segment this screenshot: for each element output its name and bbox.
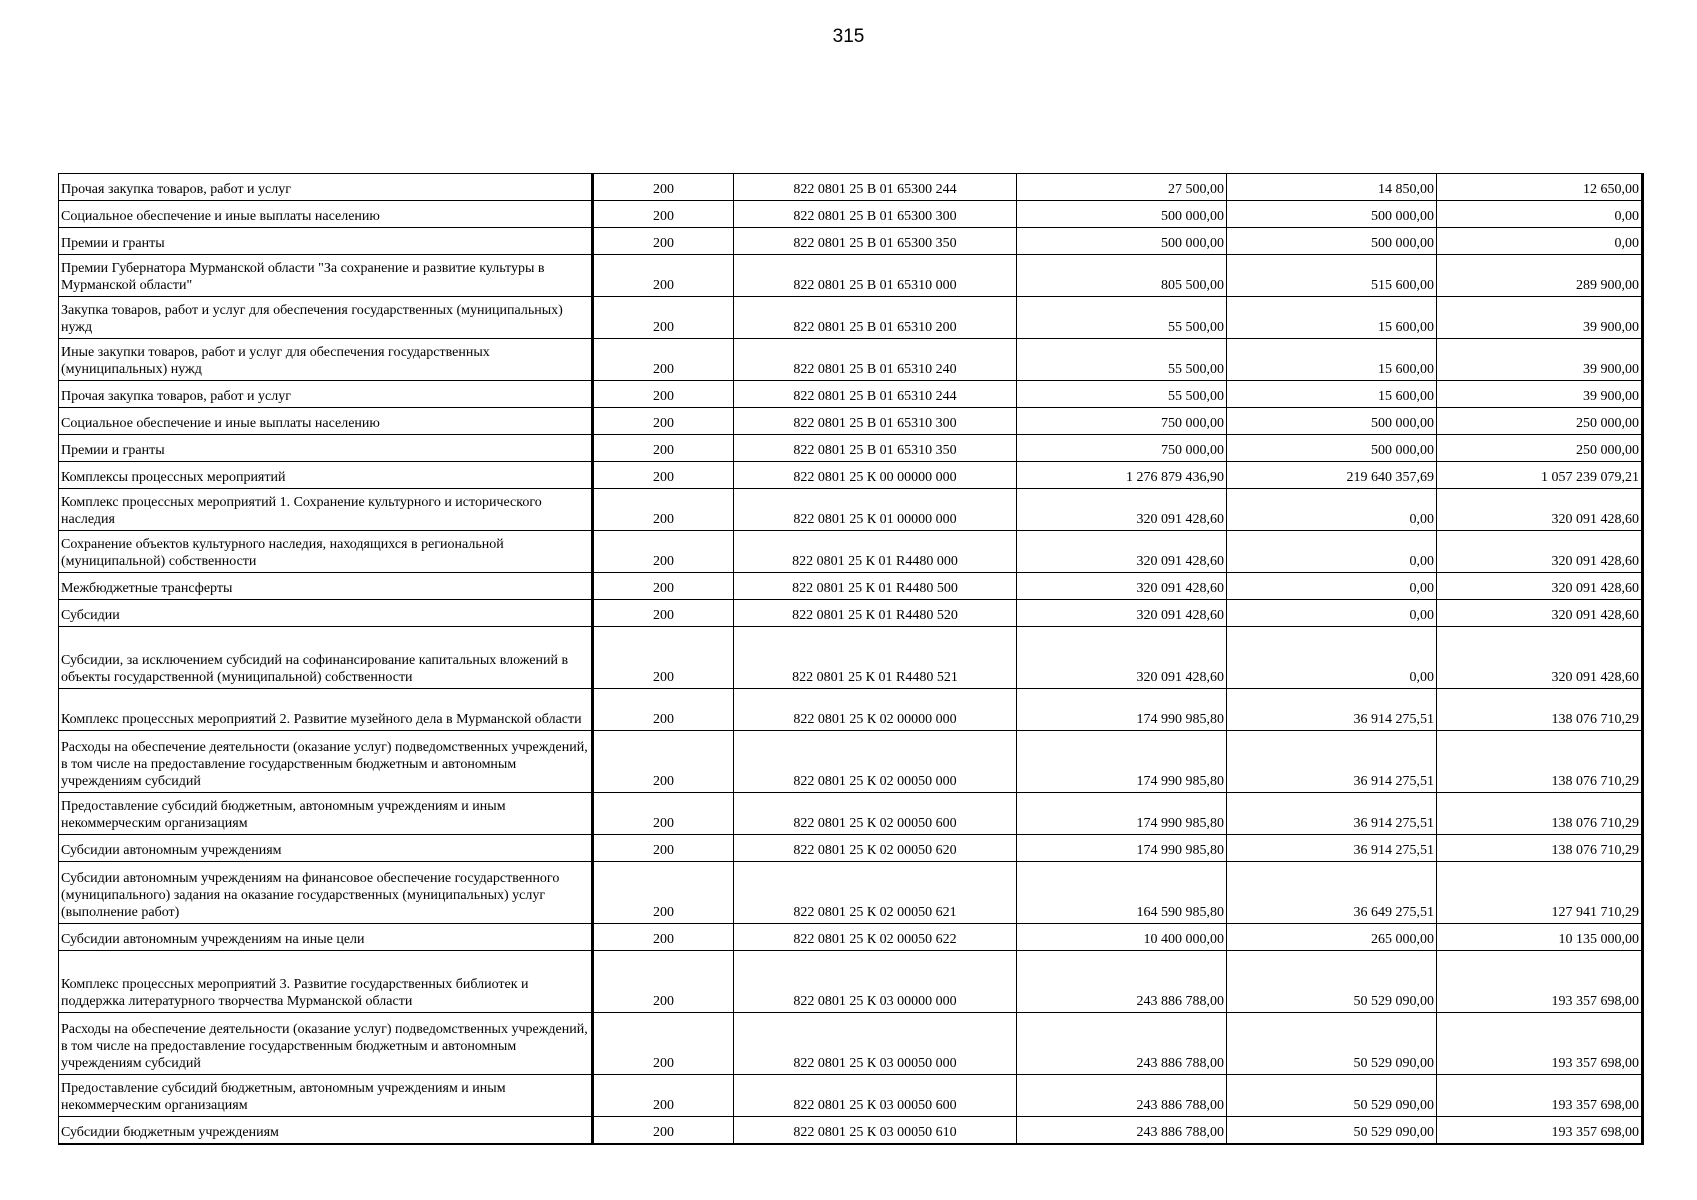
row-budget-code: 822 0801 25 К 03 00050 600 bbox=[734, 1075, 1017, 1117]
row-approved-amount: 164 590 985,80 bbox=[1017, 862, 1227, 924]
row-budget-code: 822 0801 25 В 01 65310 200 bbox=[734, 297, 1017, 339]
row-name: Комплексы процессных мероприятий bbox=[59, 462, 593, 489]
row-executed-amount: 265 000,00 bbox=[1227, 924, 1437, 951]
row-admin-code: 200 bbox=[593, 924, 734, 951]
row-name: Субсидии, за исключением субсидий на софинансирование капитальных вложений в объекты государственной (муниципальной) собственности bbox=[59, 627, 593, 689]
table-row bbox=[59, 689, 1643, 731]
row-approved-amount: 243 886 788,00 bbox=[1017, 1117, 1227, 1144]
row-remaining-amount: 138 076 710,29 bbox=[1437, 689, 1643, 731]
row-approved-amount: 243 886 788,00 bbox=[1017, 951, 1227, 1013]
row-name: Премии Губернатора Мурманской области "За сохранение и развитие культуры в Мурманской области" bbox=[59, 255, 593, 297]
row-admin-code: 200 bbox=[593, 174, 734, 201]
row-admin-code: 200 bbox=[593, 339, 734, 381]
row-executed-amount: 0,00 bbox=[1227, 489, 1437, 531]
row-budget-code: 822 0801 25 К 01 R4480 520 bbox=[734, 600, 1017, 627]
row-approved-amount: 320 091 428,60 bbox=[1017, 489, 1227, 531]
row-remaining-amount: 1 057 239 079,21 bbox=[1437, 462, 1643, 489]
row-approved-amount: 55 500,00 bbox=[1017, 297, 1227, 339]
row-approved-amount: 320 091 428,60 bbox=[1017, 573, 1227, 600]
row-executed-amount: 0,00 bbox=[1227, 531, 1437, 573]
row-admin-code: 200 bbox=[593, 408, 734, 435]
row-executed-amount: 219 640 357,69 bbox=[1227, 462, 1437, 489]
budget-table-body bbox=[59, 174, 1643, 1144]
row-executed-amount: 36 649 275,51 bbox=[1227, 862, 1437, 924]
row-remaining-amount: 320 091 428,60 bbox=[1437, 531, 1643, 573]
row-budget-code: 822 0801 25 В 01 65300 300 bbox=[734, 201, 1017, 228]
table-row bbox=[59, 201, 1643, 228]
row-executed-amount: 15 600,00 bbox=[1227, 297, 1437, 339]
row-admin-code: 200 bbox=[593, 793, 734, 835]
row-name: Комплекс процессных мероприятий 3. Развитие государственных библиотек и поддержка литературного творчества Мурманской области bbox=[59, 951, 593, 1013]
row-name: Субсидии bbox=[59, 600, 593, 627]
row-admin-code: 200 bbox=[593, 489, 734, 531]
row-executed-amount: 515 600,00 bbox=[1227, 255, 1437, 297]
row-approved-amount: 55 500,00 bbox=[1017, 339, 1227, 381]
row-admin-code: 200 bbox=[593, 531, 734, 573]
table-row bbox=[59, 951, 1643, 1013]
row-budget-code: 822 0801 25 В 01 65300 350 bbox=[734, 228, 1017, 255]
row-budget-code: 822 0801 25 К 03 00000 000 bbox=[734, 951, 1017, 1013]
row-admin-code: 200 bbox=[593, 462, 734, 489]
row-executed-amount: 15 600,00 bbox=[1227, 339, 1437, 381]
table-row bbox=[59, 1013, 1643, 1075]
row-remaining-amount: 250 000,00 bbox=[1437, 408, 1643, 435]
row-approved-amount: 320 091 428,60 bbox=[1017, 600, 1227, 627]
row-approved-amount: 174 990 985,80 bbox=[1017, 689, 1227, 731]
row-approved-amount: 500 000,00 bbox=[1017, 228, 1227, 255]
row-budget-code: 822 0801 25 К 01 R4480 000 bbox=[734, 531, 1017, 573]
row-budget-code: 822 0801 25 В 01 65310 000 bbox=[734, 255, 1017, 297]
table-row bbox=[59, 435, 1643, 462]
row-admin-code: 200 bbox=[593, 381, 734, 408]
row-remaining-amount: 0,00 bbox=[1437, 201, 1643, 228]
row-admin-code: 200 bbox=[593, 627, 734, 689]
row-approved-amount: 27 500,00 bbox=[1017, 174, 1227, 201]
row-executed-amount: 500 000,00 bbox=[1227, 201, 1437, 228]
row-admin-code: 200 bbox=[593, 1117, 734, 1144]
row-name: Предоставление субсидий бюджетным, автономным учреждениям и иным некоммерческим организациям bbox=[59, 1075, 593, 1117]
row-budget-code: 822 0801 25 В 01 65300 244 bbox=[734, 174, 1017, 201]
row-name: Премии и гранты bbox=[59, 435, 593, 462]
row-name: Сохранение объектов культурного наследия, находящихся в региональной (муниципальной) собственности bbox=[59, 531, 593, 573]
row-admin-code: 200 bbox=[593, 297, 734, 339]
row-remaining-amount: 193 357 698,00 bbox=[1437, 1013, 1643, 1075]
table-row bbox=[59, 862, 1643, 924]
row-budget-code: 822 0801 25 К 02 00000 000 bbox=[734, 689, 1017, 731]
row-approved-amount: 243 886 788,00 bbox=[1017, 1013, 1227, 1075]
row-budget-code: 822 0801 25 К 02 00050 621 bbox=[734, 862, 1017, 924]
row-remaining-amount: 320 091 428,60 bbox=[1437, 573, 1643, 600]
row-budget-code: 822 0801 25 К 00 00000 000 bbox=[734, 462, 1017, 489]
row-executed-amount: 50 529 090,00 bbox=[1227, 1013, 1437, 1075]
row-remaining-amount: 0,00 bbox=[1437, 228, 1643, 255]
row-budget-code: 822 0801 25 В 01 65310 300 bbox=[734, 408, 1017, 435]
row-name: Межбюджетные трансферты bbox=[59, 573, 593, 600]
row-approved-amount: 320 091 428,60 bbox=[1017, 627, 1227, 689]
row-name: Субсидии автономным учреждениям bbox=[59, 835, 593, 862]
row-executed-amount: 36 914 275,51 bbox=[1227, 731, 1437, 793]
row-remaining-amount: 320 091 428,60 bbox=[1437, 489, 1643, 531]
table-row bbox=[59, 462, 1643, 489]
row-name: Иные закупки товаров, работ и услуг для обеспечения государственных (муниципальных) нужд bbox=[59, 339, 593, 381]
row-admin-code: 200 bbox=[593, 1013, 734, 1075]
row-executed-amount: 50 529 090,00 bbox=[1227, 951, 1437, 1013]
table-row bbox=[59, 228, 1643, 255]
row-remaining-amount: 193 357 698,00 bbox=[1437, 1075, 1643, 1117]
row-admin-code: 200 bbox=[593, 862, 734, 924]
table-row bbox=[59, 627, 1643, 689]
row-approved-amount: 174 990 985,80 bbox=[1017, 835, 1227, 862]
row-remaining-amount: 138 076 710,29 bbox=[1437, 793, 1643, 835]
row-budget-code: 822 0801 25 К 02 00050 000 bbox=[734, 731, 1017, 793]
row-admin-code: 200 bbox=[593, 835, 734, 862]
row-admin-code: 200 bbox=[593, 201, 734, 228]
row-approved-amount: 805 500,00 bbox=[1017, 255, 1227, 297]
row-budget-code: 822 0801 25 В 01 65310 244 bbox=[734, 381, 1017, 408]
row-admin-code: 200 bbox=[593, 951, 734, 1013]
table-row bbox=[59, 924, 1643, 951]
row-name: Субсидии автономным учреждениям на финансовое обеспечение государственного (муниципального) задания на оказание государственных (муниципальных) услуг (выполнение работ) bbox=[59, 862, 593, 924]
row-name: Премии и гранты bbox=[59, 228, 593, 255]
row-executed-amount: 50 529 090,00 bbox=[1227, 1117, 1437, 1144]
table-row bbox=[59, 489, 1643, 531]
row-remaining-amount: 12 650,00 bbox=[1437, 174, 1643, 201]
row-admin-code: 200 bbox=[593, 573, 734, 600]
row-admin-code: 200 bbox=[593, 689, 734, 731]
row-remaining-amount: 193 357 698,00 bbox=[1437, 1117, 1643, 1144]
table-row bbox=[59, 339, 1643, 381]
row-name: Социальное обеспечение и иные выплаты населению bbox=[59, 408, 593, 435]
table-row bbox=[59, 174, 1643, 201]
row-name: Расходы на обеспечение деятельности (оказание услуг) подведомственных учреждений, в том числе на предоставление государственным бюджетным и автономным учреждениям субсидий bbox=[59, 1013, 593, 1075]
row-remaining-amount: 320 091 428,60 bbox=[1437, 627, 1643, 689]
row-name: Расходы на обеспечение деятельности (оказание услуг) подведомственных учреждений, в том числе на предоставление государственным бюджетным и автономным учреждениям субсидий bbox=[59, 731, 593, 793]
table-row bbox=[59, 1075, 1643, 1117]
row-approved-amount: 55 500,00 bbox=[1017, 381, 1227, 408]
row-name: Прочая закупка товаров, работ и услуг bbox=[59, 174, 593, 201]
row-budget-code: 822 0801 25 В 01 65310 240 bbox=[734, 339, 1017, 381]
table-row bbox=[59, 573, 1643, 600]
table-row bbox=[59, 255, 1643, 297]
row-budget-code: 822 0801 25 К 01 R4480 500 bbox=[734, 573, 1017, 600]
row-budget-code: 822 0801 25 К 03 00050 000 bbox=[734, 1013, 1017, 1075]
table-row bbox=[59, 297, 1643, 339]
row-budget-code: 822 0801 25 К 01 00000 000 bbox=[734, 489, 1017, 531]
row-approved-amount: 243 886 788,00 bbox=[1017, 1075, 1227, 1117]
row-executed-amount: 0,00 bbox=[1227, 573, 1437, 600]
row-approved-amount: 1 276 879 436,90 bbox=[1017, 462, 1227, 489]
row-budget-code: 822 0801 25 К 01 R4480 521 bbox=[734, 627, 1017, 689]
row-remaining-amount: 138 076 710,29 bbox=[1437, 731, 1643, 793]
row-name: Предоставление субсидий бюджетным, автономным учреждениям и иным некоммерческим организациям bbox=[59, 793, 593, 835]
table-row bbox=[59, 731, 1643, 793]
row-name: Субсидии бюджетным учреждениям bbox=[59, 1117, 593, 1144]
row-name: Социальное обеспечение и иные выплаты населению bbox=[59, 201, 593, 228]
row-remaining-amount: 250 000,00 bbox=[1437, 435, 1643, 462]
row-remaining-amount: 320 091 428,60 bbox=[1437, 600, 1643, 627]
row-remaining-amount: 138 076 710,29 bbox=[1437, 835, 1643, 862]
table-row bbox=[59, 408, 1643, 435]
page-number: 315 bbox=[832, 26, 865, 47]
row-executed-amount: 36 914 275,51 bbox=[1227, 793, 1437, 835]
row-remaining-amount: 193 357 698,00 bbox=[1437, 951, 1643, 1013]
row-executed-amount: 15 600,00 bbox=[1227, 381, 1437, 408]
row-name: Комплекс процессных мероприятий 2. Развитие музейного дела в Мурманской области bbox=[59, 689, 593, 731]
table-row bbox=[59, 835, 1643, 862]
row-executed-amount: 36 914 275,51 bbox=[1227, 835, 1437, 862]
row-admin-code: 200 bbox=[593, 435, 734, 462]
row-executed-amount: 500 000,00 bbox=[1227, 408, 1437, 435]
row-admin-code: 200 bbox=[593, 1075, 734, 1117]
row-admin-code: 200 bbox=[593, 255, 734, 297]
row-admin-code: 200 bbox=[593, 228, 734, 255]
row-remaining-amount: 39 900,00 bbox=[1437, 297, 1643, 339]
row-name: Комплекс процессных мероприятий 1. Сохранение культурного и исторического наследия bbox=[59, 489, 593, 531]
table-row bbox=[59, 793, 1643, 835]
row-approved-amount: 750 000,00 bbox=[1017, 408, 1227, 435]
table-row bbox=[59, 1117, 1643, 1144]
table-row bbox=[59, 600, 1643, 627]
table-row bbox=[59, 381, 1643, 408]
budget-table bbox=[58, 173, 1644, 1145]
row-remaining-amount: 289 900,00 bbox=[1437, 255, 1643, 297]
table-row bbox=[59, 531, 1643, 573]
row-executed-amount: 36 914 275,51 bbox=[1227, 689, 1437, 731]
row-approved-amount: 174 990 985,80 bbox=[1017, 731, 1227, 793]
row-name: Закупка товаров, работ и услуг для обеспечения государственных (муниципальных) нужд bbox=[59, 297, 593, 339]
row-approved-amount: 174 990 985,80 bbox=[1017, 793, 1227, 835]
row-approved-amount: 10 400 000,00 bbox=[1017, 924, 1227, 951]
row-admin-code: 200 bbox=[593, 600, 734, 627]
row-budget-code: 822 0801 25 К 02 00050 600 bbox=[734, 793, 1017, 835]
row-budget-code: 822 0801 25 К 02 00050 622 bbox=[734, 924, 1017, 951]
row-executed-amount: 500 000,00 bbox=[1227, 228, 1437, 255]
row-executed-amount: 500 000,00 bbox=[1227, 435, 1437, 462]
row-executed-amount: 0,00 bbox=[1227, 627, 1437, 689]
row-approved-amount: 500 000,00 bbox=[1017, 201, 1227, 228]
row-executed-amount: 14 850,00 bbox=[1227, 174, 1437, 201]
row-name: Субсидии автономным учреждениям на иные цели bbox=[59, 924, 593, 951]
row-budget-code: 822 0801 25 В 01 65310 350 bbox=[734, 435, 1017, 462]
row-remaining-amount: 39 900,00 bbox=[1437, 339, 1643, 381]
row-budget-code: 822 0801 25 К 03 00050 610 bbox=[734, 1117, 1017, 1144]
row-approved-amount: 320 091 428,60 bbox=[1017, 531, 1227, 573]
row-admin-code: 200 bbox=[593, 731, 734, 793]
row-approved-amount: 750 000,00 bbox=[1017, 435, 1227, 462]
row-name: Прочая закупка товаров, работ и услуг bbox=[59, 381, 593, 408]
row-executed-amount: 0,00 bbox=[1227, 600, 1437, 627]
row-executed-amount: 50 529 090,00 bbox=[1227, 1075, 1437, 1117]
row-remaining-amount: 127 941 710,29 bbox=[1437, 862, 1643, 924]
row-budget-code: 822 0801 25 К 02 00050 620 bbox=[734, 835, 1017, 862]
row-remaining-amount: 10 135 000,00 bbox=[1437, 924, 1643, 951]
row-remaining-amount: 39 900,00 bbox=[1437, 381, 1643, 408]
